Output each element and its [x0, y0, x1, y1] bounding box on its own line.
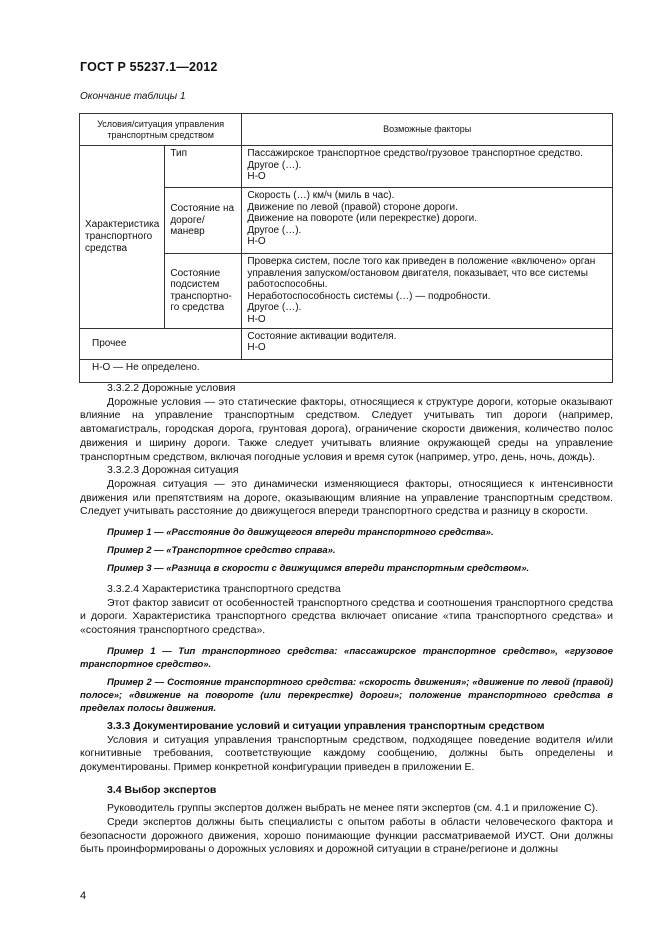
table-caption: Окончание таблицы 1 — [80, 91, 186, 102]
factor-line: Другое (…). — [247, 159, 302, 171]
section-title-3324: 3.3.2.4 Характеристика транспортного средства — [107, 583, 341, 596]
section-title-3323: 3.3.2.3 Дорожная ситуация — [107, 464, 239, 477]
table-note-row — [80, 359, 613, 382]
factor-line: Движение по левой (правой) стороне дороги. — [247, 201, 458, 213]
section-title-34: 3.4 Выбор экспертов — [107, 783, 217, 796]
example: Пример 1 — «Расстояние до движущегося впереди транспортного средства». — [107, 527, 494, 539]
factor-line: Пассажирское транспортное средство/грузовое транспортное средство. — [247, 148, 583, 159]
factor-line: Н-О — [247, 342, 266, 354]
paragraph: Этот фактор зависит от особенностей транспортного средства и соотношения транспортного средства и дороги. Характеристика транспортного средства включает описание «типа транспортного средства» и «состояния транспортного средства». — [80, 596, 613, 637]
sub-cell-road-state: Состояние на дороге/ маневр — [165, 188, 242, 254]
sub-cell-type: Тип — [165, 146, 242, 188]
page-number: 4 — [80, 890, 87, 902]
paragraph: Среди экспертов должны быть специалисты с опытом работы в области человеческого фактора и безопасности дорожного движения, хорошо понимающие функции рассматриваемой ИУСТ. Они должны быть проинформированы о дорожных условиях и дорожной ситуации в стране/регионе и должны — [80, 816, 613, 856]
factor-line: Неработоспособность системы (…) — подробности. — [247, 290, 491, 302]
table-header-row — [80, 114, 613, 146]
table-row — [80, 328, 613, 359]
example: Пример 1 — Тип транспортного средства: «пассажирское транспортное средство», «грузовое транспортное средство». — [80, 645, 613, 670]
example: Пример 3 — «Разница в скорости с движущимся впереди транспортным средством». — [107, 563, 530, 575]
document-header: ГОСТ Р 55237.1—2012 — [80, 60, 218, 74]
factors-cell-subsystems — [242, 254, 613, 329]
factor-line: Н-О — [247, 236, 266, 248]
factor-line: Другое (…). — [247, 224, 302, 236]
factors-cell-other — [242, 328, 613, 359]
example: Пример 2 — Состояние транспортного средства: «скорость движения»; «движение по левой (правой) полосе»; «движение на повороте (или перекрестке) дороги»; положение транспортного средства в пределах полосы движения. — [80, 676, 613, 714]
example: Пример 2 — «Транспортное средство справа». — [107, 545, 336, 557]
paragraph: Дорожная ситуация — это динамически изменяющиеся факторы, относящиеся к интенсивности движения или препятствиям на дороге, оказывающим влияние на управление транспортным средством. Следует учитывать расстояние до движущегося впереди транспортного средства и разницу в скорости. — [80, 477, 613, 518]
factor-line: Скорость (…) км/ч (миль в час). — [247, 190, 395, 201]
factors-cell-type — [242, 146, 613, 188]
factors-table — [79, 113, 613, 383]
body-text — [80, 382, 613, 857]
table-row — [80, 146, 613, 188]
paragraph: Условия и ситуация управления транспортным средством, подходящее поведение водителя и/или когнитивные требования, соответствующие каждому сообщению, должны быть определены и документированы. Пример конкретной конфигурации приведен в приложении Е. — [80, 733, 613, 773]
paragraph: Руководитель группы экспертов должен выбрать не менее пяти экспертов (см. 4.1 и приложение С). — [107, 802, 599, 815]
table-note: Н-О — Не определено. — [80, 359, 613, 382]
header-cell-conditions: Условия/ситуация управления транспортным средством — [80, 114, 242, 146]
factor-line: Движение на повороте (или перекрестке) дороги. — [247, 213, 478, 225]
factor-line: Н-О — [247, 313, 266, 325]
sub-cell-subsystems: Состояние подсистем транспортно-го средства — [165, 254, 242, 329]
factor-line: Н-О — [247, 171, 266, 183]
factor-line: Проверка систем, после того как приведен в положение «включено» орган управления запуском/остановом двигателя, показывает, что все системы работоспособны. — [247, 256, 596, 291]
header-cell-factors: Возможные факторы — [242, 114, 613, 146]
section-title-333: 3.3.3 Документирование условий и ситуации управления транспортным средством — [107, 719, 545, 732]
paragraph: Дорожные условия — это статические факторы, относящиеся к структуре дороги, которые оказывают влияние на управление транспортным средством. Следует учитывать тип дороги (например, автомагистраль, городская дорога, грунтовая дорога), ограничение скорости движения, количество полос движения и ширину дороги. Также следует учитывать влияние окружающей среды на управление транспортным средством, включая погодные условия и время суток (например, утро, день, ночь, дождь). — [80, 395, 613, 463]
factor-line: Другое (…). — [247, 302, 302, 314]
factor-line: Состояние активации водителя. — [247, 330, 397, 342]
factors-cell-road-state — [242, 188, 613, 254]
group-cell-vehicle-characteristic: Характеристика транспортного средства — [80, 146, 165, 329]
section-title-3322: 3.3.2.2 Дорожные условия — [107, 382, 236, 394]
other-cell: Прочее — [80, 328, 242, 359]
